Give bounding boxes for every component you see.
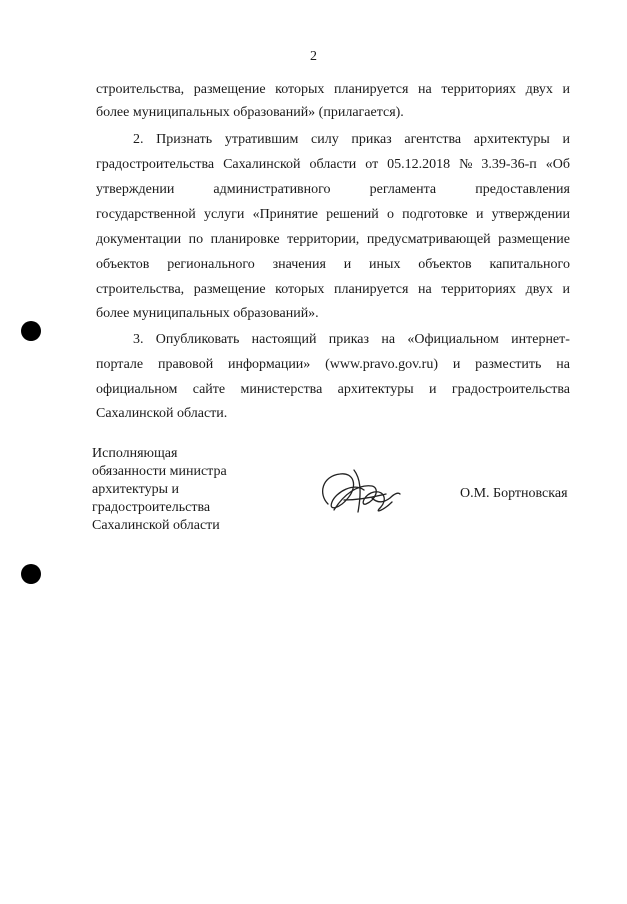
- word: «Официальном: [407, 332, 499, 347]
- word: №: [459, 157, 473, 172]
- word: регламента: [369, 182, 437, 197]
- word: настоящий: [251, 332, 317, 347]
- paragraph-2-line-5: [96, 230, 570, 250]
- word: на: [381, 332, 396, 347]
- word: 3.39-36-п: [481, 157, 537, 172]
- word: размещение: [193, 282, 266, 297]
- word: 05.12.2018: [387, 157, 451, 172]
- paragraph-3-line-4: Сахалинской области.: [96, 406, 228, 421]
- word: Признать: [156, 132, 213, 147]
- word: информации»: [228, 357, 311, 372]
- punch-hole-upper: [21, 321, 41, 341]
- signatory-title-line: обязанности министра: [92, 464, 227, 479]
- signatory-title: [92, 445, 227, 535]
- word: которых: [275, 282, 325, 297]
- word: иных: [369, 257, 401, 272]
- word: Опубликовать: [155, 332, 240, 347]
- word: приказ: [351, 132, 392, 147]
- paragraph-3-line-1: [133, 330, 570, 350]
- paragraph-2-line-8: более муниципальных образований».: [96, 306, 319, 321]
- punch-hole-lower: [21, 564, 41, 584]
- paragraph-2-line-2: [96, 155, 570, 175]
- word: предусматривающей: [366, 232, 491, 247]
- word: агентства: [404, 132, 462, 147]
- word: строительства,: [96, 282, 185, 297]
- paragraph-1-line-1: [96, 80, 570, 100]
- word: 2.: [133, 132, 144, 147]
- word: о: [386, 207, 394, 222]
- word: Сахалинской: [223, 157, 301, 172]
- paragraph-3-line-3: [96, 380, 570, 400]
- word: силу: [311, 132, 339, 147]
- word: территориях: [441, 282, 517, 297]
- word: утратившим: [224, 132, 299, 147]
- word: правовой: [157, 357, 214, 372]
- word: которых: [275, 82, 325, 97]
- word: объектов: [96, 257, 150, 272]
- word: и: [475, 207, 484, 222]
- word: от: [365, 157, 379, 172]
- word: регионального: [167, 257, 255, 272]
- paragraph-3-line-2: [96, 355, 570, 375]
- signatory-title-line: градостроительства: [92, 500, 211, 515]
- word: по: [188, 232, 204, 247]
- word: строительства,: [96, 82, 185, 97]
- word: государственной: [96, 207, 196, 222]
- word: и: [429, 382, 437, 397]
- word: градостроительства: [96, 157, 215, 172]
- signatory-title-line: Исполняющая: [92, 446, 178, 461]
- word: 3.: [133, 332, 144, 347]
- page-number: 2: [310, 49, 317, 64]
- paragraph-2-line-3: [96, 180, 570, 200]
- signer-name: О.М. Бортновская: [460, 486, 568, 501]
- word: планируется: [333, 282, 409, 297]
- word: двух: [525, 82, 553, 97]
- word: подготовке: [402, 207, 468, 222]
- paragraph-2-line-4: [96, 205, 570, 225]
- word: на: [418, 82, 432, 97]
- word: размещение: [498, 232, 570, 247]
- word: и: [562, 132, 570, 147]
- word: документации: [96, 232, 182, 247]
- word: портале: [96, 357, 144, 372]
- handwritten-signature: [314, 464, 404, 526]
- word: и: [562, 82, 570, 97]
- paragraph-2-line-6: [96, 255, 570, 275]
- word: «Принятие: [252, 207, 318, 222]
- word: объектов: [418, 257, 472, 272]
- word: планируется: [333, 82, 409, 97]
- word: и: [452, 357, 461, 372]
- word: (www.pravo.gov.ru): [325, 357, 438, 372]
- word: услуги: [203, 207, 245, 222]
- paragraph-2-line-1: [133, 130, 570, 150]
- paragraph-1-line-2: более муниципальных образований» (прилагается).: [96, 105, 404, 120]
- word: на: [418, 282, 432, 297]
- word: административного: [213, 182, 331, 197]
- word: интернет-: [511, 332, 570, 347]
- word: «Об: [545, 157, 570, 172]
- word: планировке: [210, 232, 280, 247]
- word: утверждении: [96, 182, 175, 197]
- word: министерства: [240, 382, 323, 397]
- word: капитального: [489, 257, 570, 272]
- word: значения: [272, 257, 326, 272]
- word: на: [556, 357, 570, 372]
- word: утверждении: [491, 207, 570, 222]
- word: сайте: [192, 382, 226, 397]
- word: предоставления: [475, 182, 570, 197]
- word: градостроительства: [451, 382, 570, 397]
- word: и: [562, 282, 570, 297]
- word: разместить: [475, 357, 542, 372]
- word: размещение: [193, 82, 266, 97]
- word: официальном: [96, 382, 178, 397]
- word: приказ: [328, 332, 370, 347]
- word: решений: [326, 207, 379, 222]
- word: и: [343, 257, 352, 272]
- signatory-title-line: архитектуры и: [92, 482, 179, 497]
- word: территориях: [441, 82, 517, 97]
- paragraph-2-line-7: [96, 280, 570, 300]
- word: территории,: [287, 232, 360, 247]
- word: архитектуры: [473, 132, 550, 147]
- signatory-title-line: Сахалинской области: [92, 518, 220, 533]
- word: двух: [525, 282, 553, 297]
- word: архитектуры: [337, 382, 414, 397]
- word: области: [309, 157, 357, 172]
